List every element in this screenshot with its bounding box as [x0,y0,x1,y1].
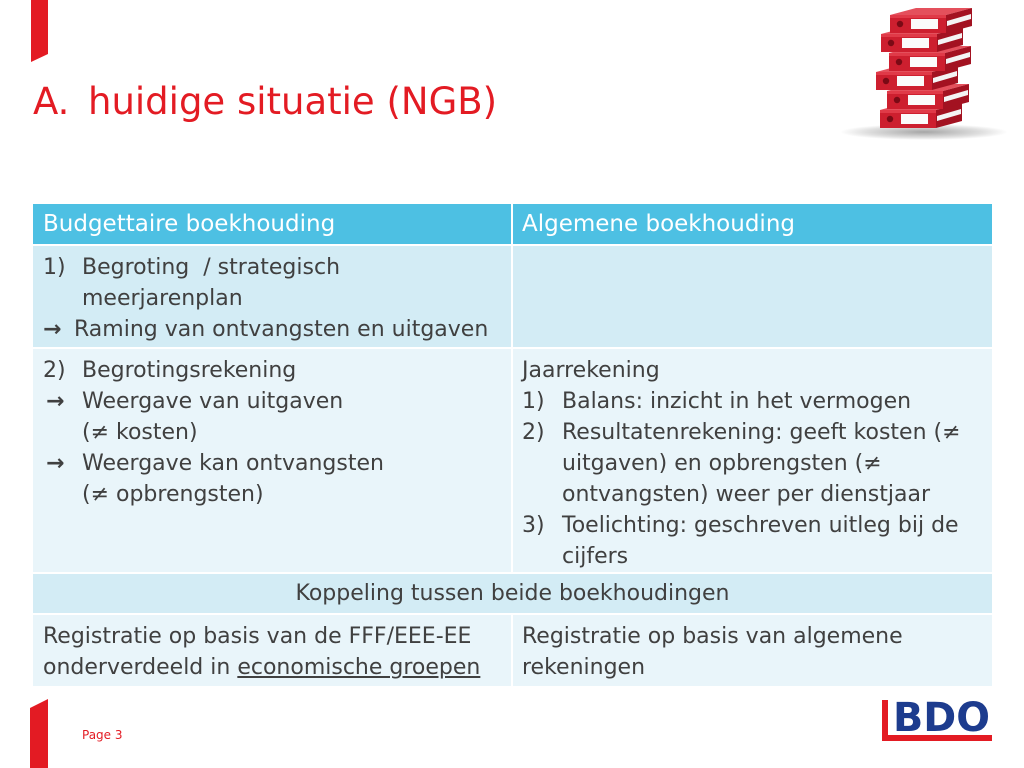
cell-heading [522,355,992,386]
list-item-text: Begroting / strategisch [82,255,341,280]
list-item [522,417,992,448]
binder [890,8,972,33]
continuation-text: (≠ kosten) [82,420,198,445]
list-item-continuation [43,479,511,510]
continuation-text: meerjarenplan [82,286,243,311]
continuation-text: cijfers [562,544,629,569]
arrow-right-icon: → [46,389,65,414]
merged-row-text: Koppeling tussen beide boekhoudingen [295,581,730,606]
arrow-item-text: Weergave kan ontvangsten [82,451,384,476]
binders-stack-image [836,2,1008,142]
accent-bar-bottom [30,698,50,768]
page-number: Page 3 [82,728,123,742]
list-item-text: Balans: inzicht in het vermogen [562,389,912,414]
accent-bar-top [30,0,50,64]
heading-text: Jaarrekening [522,358,660,383]
cell-begrotingsrekening [33,349,511,572]
arrow-item-text: Raming van ontvangsten en uitgaven [74,317,489,342]
title-number: A. [33,80,70,123]
list-item-continuation [522,541,992,572]
list-item-continuation [522,448,992,479]
cell-koppeling [33,574,992,613]
list-marker: 2) [43,358,66,383]
continuation-text: uitgaven) en opbrengsten (≠ [562,451,882,476]
list-marker: 2) [522,420,545,445]
list-marker: 3) [522,513,545,538]
cell-text: Registratie op basis van algemene [522,624,903,649]
list-item-text: Resultatenrekening: geeft kosten (≠ [562,420,961,445]
arrow-right-icon: → [43,317,62,342]
header-label: Budgettaire boekhouding [43,211,336,237]
text-line [522,621,992,652]
cell-text: Registratie op basis van de FFF/EEE-EE [43,624,472,649]
cell-empty [513,246,992,347]
bdo-logo [880,697,994,743]
cell-begroting [33,246,511,347]
continuation-text: ontvangsten) weer per dienstjaar [562,482,930,507]
text-line [43,621,511,652]
list-item-continuation [43,417,511,448]
underlined-term: economische groepen [237,655,481,680]
list-item [43,355,511,386]
text-line [522,652,992,683]
text-line [43,652,511,683]
logo-wordmark: BDO [893,697,990,741]
list-item [522,386,992,417]
arrow-item [43,314,511,345]
list-item-continuation [43,283,511,314]
arrow-right-icon: → [46,451,65,476]
slide-title: huidige situatie (NGB) [88,80,498,123]
cell-registratie-budgettair [33,615,511,686]
list-item [522,510,992,541]
cell-jaarrekening [513,349,992,572]
cell-text: rekeningen [522,655,646,680]
header-label: Algemene boekhouding [522,211,796,237]
list-item [43,252,511,283]
cell-text: onderverdeeld in [43,655,238,680]
list-marker: 1) [43,255,66,280]
header-budgettaire-boekhouding [33,204,511,244]
arrow-item [43,448,511,479]
cell-registratie-algemeen [513,615,992,686]
continuation-text: (≠ opbrengsten) [82,482,264,507]
list-item-text: Toelichting: geschreven uitleg bij de [562,513,959,538]
logo-bracket-vertical [882,700,888,741]
header-algemene-boekhouding [513,204,992,244]
arrow-item-text: Weergave van uitgaven [82,389,344,414]
list-item-text: Begrotingsrekening [82,358,297,383]
arrow-item [43,386,511,417]
list-marker: 1) [522,389,545,414]
list-item-continuation [522,479,992,510]
